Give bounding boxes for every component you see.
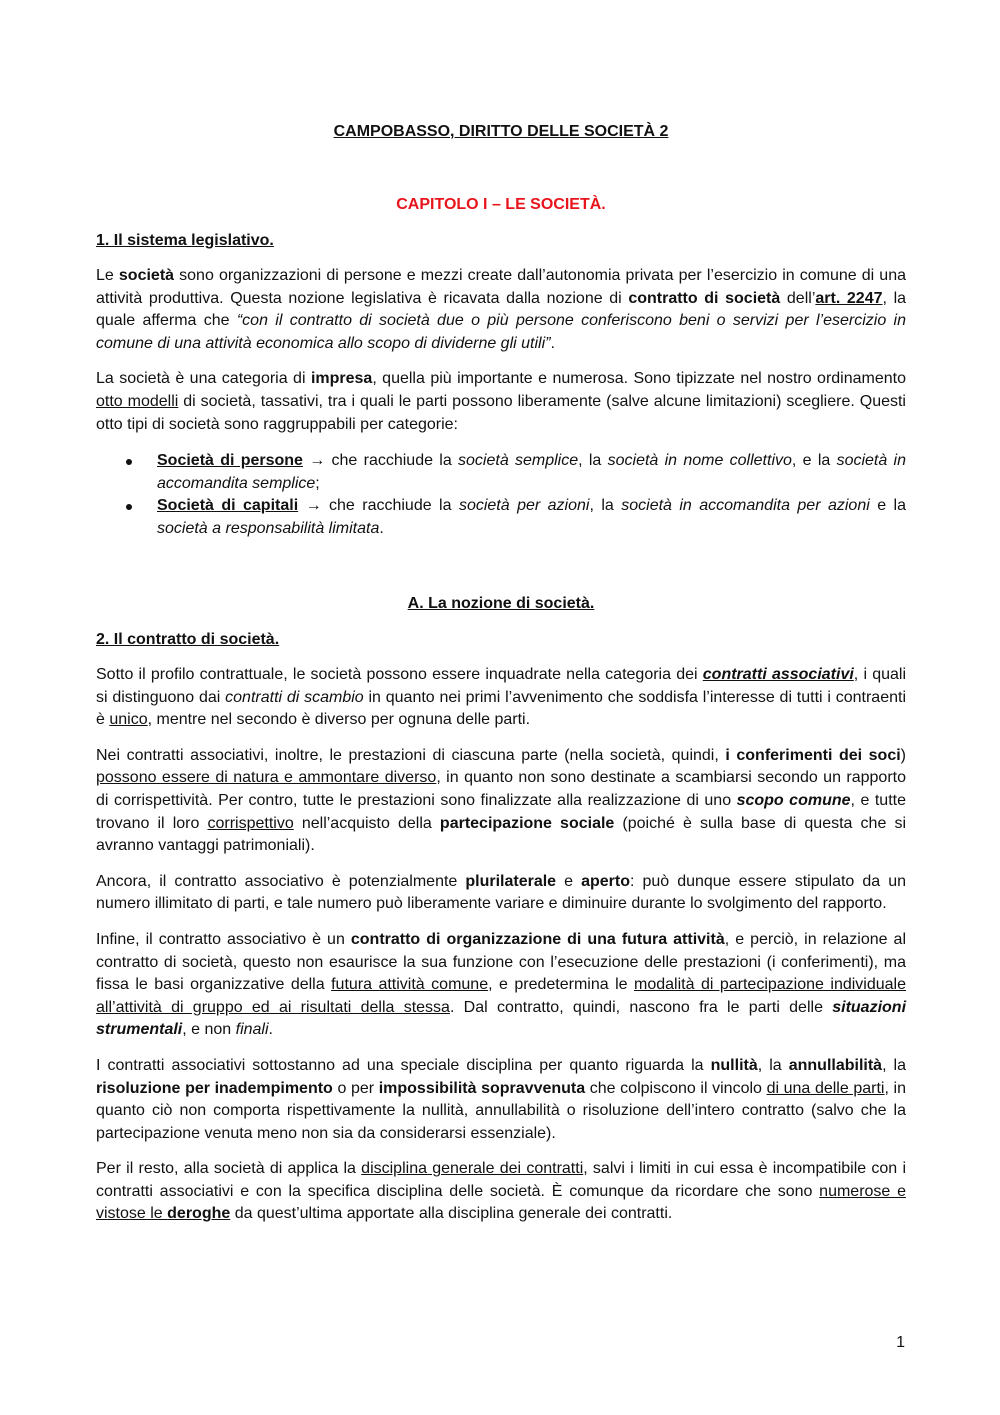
text: , mentre nel secondo è diverso per ognuna delle parti. (147, 711, 531, 729)
paragraph-4 (96, 745, 906, 858)
italic-text: contratti di scambio (225, 688, 364, 706)
text: che colpiscono il vincolo (585, 1079, 767, 1097)
underlined-text: di una delle parti (766, 1079, 885, 1097)
text: (poiché è sulla base di questa che si avranno vantaggi patrimoniali). (96, 814, 907, 855)
article-reference: art. 2247 (815, 289, 883, 307)
underlined-text: possono essere di natura e ammontare diverso (96, 769, 437, 787)
list-item (96, 450, 906, 495)
text: di società, tassativi, tra i quali le parti possono liberamente (salve alcune limitazioni) scegliere. Questi otto tipi di società sono raggruppabili per categorie: (96, 392, 906, 433)
paragraph-8 (96, 1158, 906, 1226)
bullet-label: Società di capitali (157, 497, 299, 515)
text: Infine, il contratto associativo è un (96, 930, 351, 948)
text: , e la (791, 452, 837, 470)
bold-italic-text: situazioni strumentali (96, 998, 907, 1039)
text: e la (869, 497, 907, 515)
text: , salvi i limiti in cui essa è incompatibile con i contratti associativi e con la specifica disciplina delle società. È comunque da ricordare che sono (96, 1160, 907, 1200)
text: , e perciò, in relazione al contratto di società, questo non esaurisce la sua funzione con l’esecuzione delle prestazioni (i conferimenti), ma fissa le basi organizzative della (96, 930, 906, 994)
bold-italic-text: scopo comune (736, 791, 851, 809)
italic-text: società in accomandita per azioni (621, 497, 870, 515)
underlined-text: disciplina generale dei contratti (361, 1160, 584, 1178)
section-2-body (96, 664, 906, 1226)
text: , la quale afferma che (96, 289, 907, 330)
text: Nei contratti associativi, inoltre, le prestazioni di ciascuna parte (nella società, quindi, (96, 746, 726, 764)
bold-italic-text: contratti associativi (702, 666, 854, 683)
text: . (550, 334, 555, 352)
arrow-icon: → (298, 497, 330, 515)
text: nell’acquisto della (293, 814, 440, 832)
italic-text: finali (235, 1021, 269, 1039)
underlined-text: futura attività comune (331, 976, 489, 994)
underlined-text: numerose e vistose le (96, 1182, 906, 1223)
bold-text: aperto (581, 872, 630, 890)
bold-text: risoluzione per inadempimento (96, 1079, 333, 1097)
text: . Dal contratto, quindi, nascono fra le parti delle (449, 998, 833, 1016)
bold-text: società (118, 267, 175, 284)
text: e (556, 872, 582, 890)
paragraph-1 (96, 265, 906, 355)
underlined-text: otto modelli (96, 392, 179, 410)
text: Ancora, il contratto associativo è potenzialmente (96, 872, 466, 890)
bullet-icon (126, 504, 132, 510)
company-categories-list (96, 450, 906, 540)
bold-text: i conferimenti dei soci (725, 746, 901, 764)
quote: “con il contratto di società due o più persone conferiscono beni o servizi per l’esercizio in comune di una attività economica allo scopo di dividerne gli utili” (96, 312, 906, 352)
text: sono organizzazioni di persone e mezzi create dall’autonomia privata per l’esercizio in comune di una attività produttiva. Questa nozione legislativa è ricavata dalla nozione di (96, 267, 907, 307)
bold-text: impossibilità sopravvenuta (378, 1079, 586, 1097)
paragraph-6 (96, 929, 906, 1042)
chapter-title: CAPITOLO I – LE SOCIETÀ. (396, 196, 606, 213)
text: . (268, 1021, 273, 1039)
text: che racchiude la (331, 452, 459, 470)
text: Per il resto, alla società di applica la (96, 1160, 362, 1178)
text: : può dunque essere stipulato da un numero illimitato di parti, e tale numero può liberamente variare e diminuire durante lo svolgimento del rapporto. (96, 872, 906, 913)
bullet-icon (126, 459, 132, 465)
arrow-icon: → (302, 452, 332, 470)
text: , la (589, 497, 622, 515)
text: La società è una categoria di (96, 370, 311, 388)
italic-text: società a responsabilità limitata (157, 519, 380, 537)
text: o per (332, 1079, 379, 1097)
section-2-heading: 2. Il contratto di società. (96, 631, 280, 648)
list-item (96, 495, 906, 540)
text: , la (882, 1056, 907, 1074)
section-1-heading: 1. Il sistema legislativo. (96, 232, 274, 249)
text: , i quali si distinguono dai (96, 666, 907, 706)
paragraph-2 (96, 368, 906, 436)
paragraph-3 (96, 664, 906, 732)
text: , quella più importante e numerosa. Sono tipizzate nel nostro ordinamento (372, 370, 907, 388)
text: ; (315, 474, 320, 492)
text: , e predetermina le (488, 976, 635, 994)
text: Sotto il profilo contrattuale, le società possono essere inquadrate nella categoria dei (96, 666, 703, 683)
italic-text: società in nome collettivo (607, 452, 792, 470)
underlined-text: corrispettivo (207, 814, 294, 832)
text: da quest’ultima apportate alla disciplina generale dei contratti. (230, 1205, 673, 1223)
text: . (379, 519, 384, 537)
text: , e non (182, 1021, 236, 1039)
bold-text: plurilaterale (465, 872, 557, 890)
text: , in quanto non sono destinate a scambiarsi secondo un rapporto di corrispettività. Per contro, tutte le prestazioni sono finalizzate alla realizzazione di uno (96, 769, 907, 809)
bold-text: annullabilità (788, 1056, 883, 1074)
section-a-heading: A. La nozione di società. (407, 595, 595, 612)
underlined-text: unico (109, 711, 148, 729)
paragraph-7 (96, 1055, 906, 1145)
bold-text: deroghe (167, 1205, 231, 1223)
text: , e tutte trovano il loro (96, 791, 906, 832)
text: I contratti associativi sottostanno ad una speciale disciplina per quanto riguarda la (96, 1056, 711, 1074)
text: , la (757, 1056, 789, 1074)
text: che racchiude la (329, 497, 459, 515)
text: , in quanto ciò non comporta rispettivamente la nullità, annullabilità o risoluzione dell’intero contratto (salvo che la partecipazione venuta meno non sia da considerarsi essenziale). (96, 1079, 907, 1142)
text: in quanto nei primi l’avvenimento che soddisfa l’interesse di tutti i contraenti è (96, 688, 907, 729)
underlined-text: modalità di partecipazione individuale all’attività di gruppo ed ai risultati della stessa (96, 976, 907, 1016)
section-1-body (96, 265, 906, 541)
document-title: CAMPOBASSO, DIRITTO DELLE SOCIETÀ 2 (333, 123, 669, 140)
bullet-label: Società di persone (157, 452, 303, 470)
paragraph-5 (96, 871, 906, 916)
text: ) (900, 746, 906, 764)
text: , la (578, 452, 608, 470)
italic-text: società per azioni (458, 497, 590, 515)
italic-text: società in accomandita semplice (157, 452, 906, 492)
page-number: 1 (896, 1334, 905, 1351)
text: Le (96, 267, 119, 284)
italic-text: società semplice (458, 452, 579, 470)
bold-text: contratto di organizzazione di una futura attività (350, 930, 725, 948)
bold-text: nullità (710, 1056, 758, 1074)
bold-text: contratto di società (628, 289, 781, 307)
bold-text: partecipazione sociale (439, 814, 615, 832)
bold-text: impresa (310, 370, 373, 388)
text: dell’ (780, 289, 816, 307)
